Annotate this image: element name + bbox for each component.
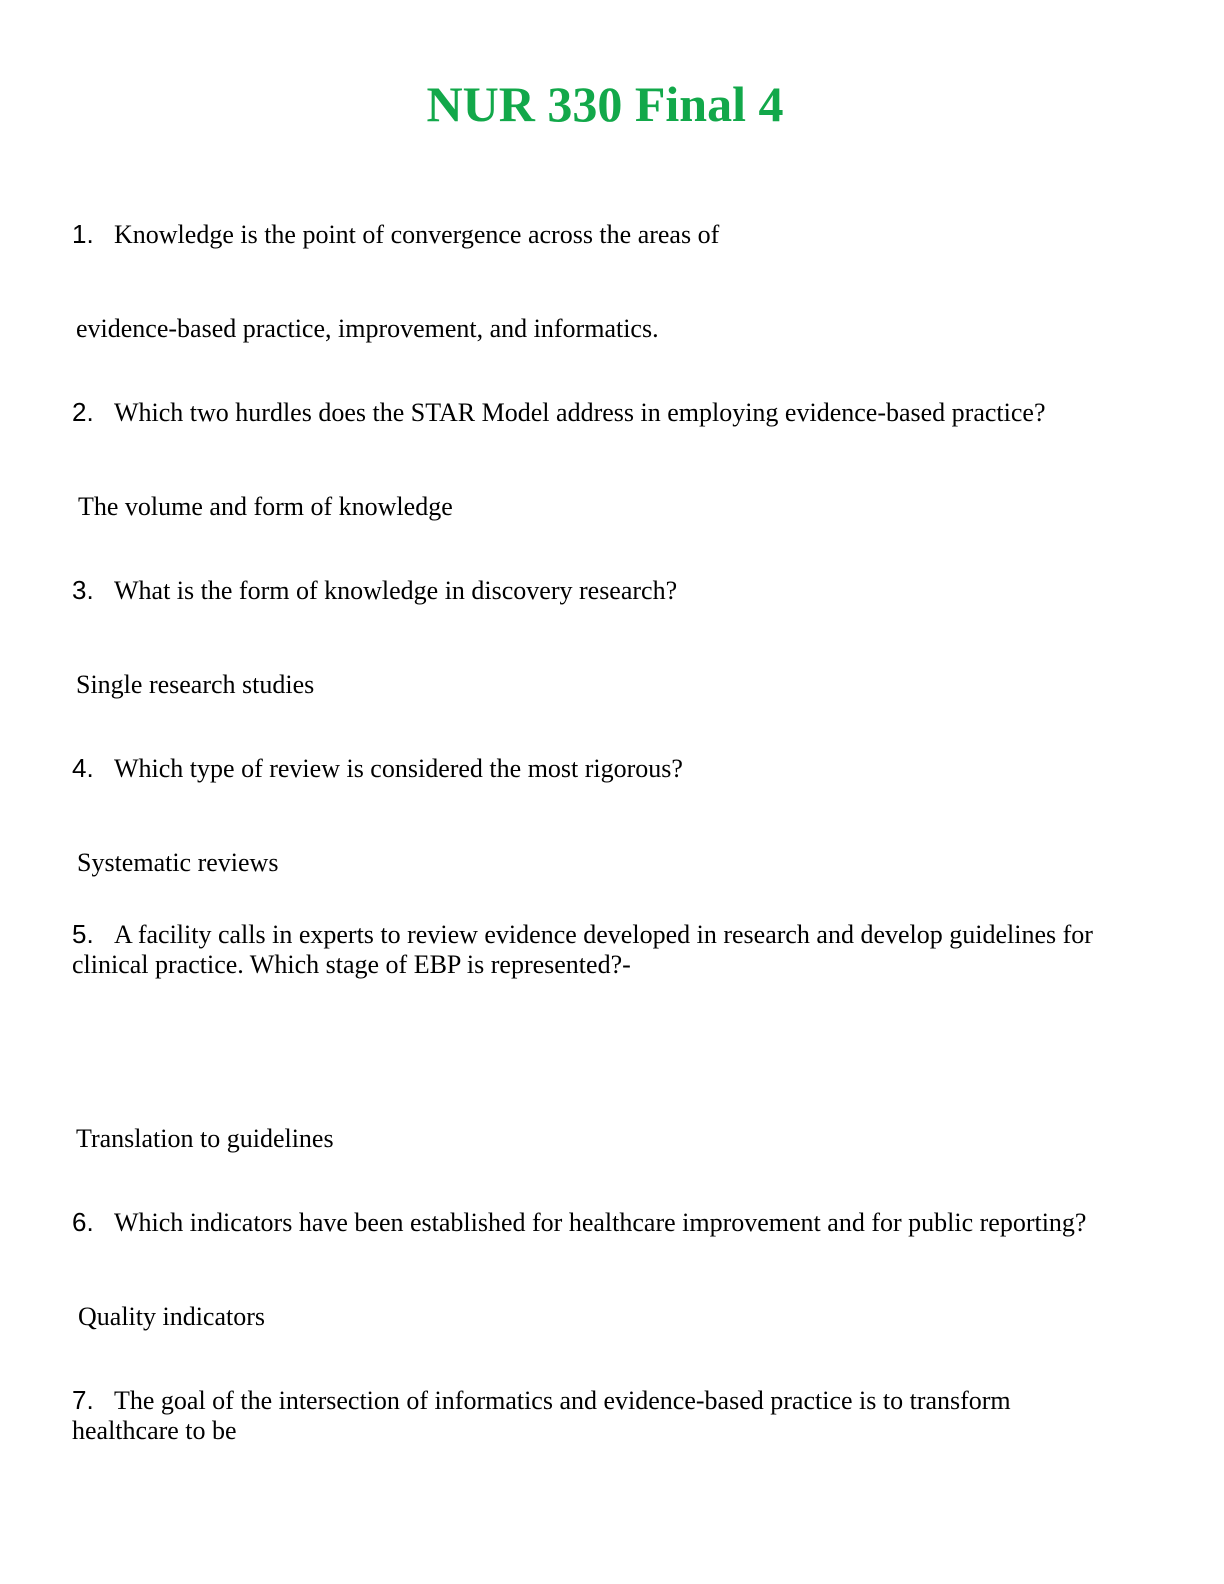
answer-3: Single research studies bbox=[76, 670, 315, 699]
question-text: A facility calls in experts to review evidence developed in research and develop guidelines for clinical practice. Which stage of EBP is represented?- bbox=[72, 920, 1093, 979]
question-number: 6. bbox=[72, 1207, 94, 1237]
question-text: The goal of the intersection of informatics and evidence-based practice is to transform healthcare to be bbox=[72, 1386, 1011, 1445]
answer-5: Translation to guidelines bbox=[76, 1124, 334, 1153]
question-6 bbox=[72, 1207, 1152, 1238]
question-number: 1. bbox=[72, 219, 94, 249]
question-2 bbox=[72, 397, 1152, 428]
question-text: What is the form of knowledge in discovery research? bbox=[114, 576, 678, 605]
question-number: 3. bbox=[72, 575, 94, 605]
question-7 bbox=[72, 1385, 1092, 1446]
question-text: Which type of review is considered the most rigorous? bbox=[114, 754, 683, 783]
question-number: 7. bbox=[72, 1385, 94, 1415]
question-4 bbox=[72, 753, 1152, 784]
document-title: NUR 330 Final 4 bbox=[426, 76, 784, 132]
answer-4: Systematic reviews bbox=[77, 848, 279, 877]
question-5 bbox=[72, 919, 1142, 980]
question-text: Knowledge is the point of convergence across the areas of bbox=[114, 220, 720, 249]
answer-6: Quality indicators bbox=[78, 1302, 266, 1331]
question-text: Which two hurdles does the STAR Model address in employing evidence-based practice? bbox=[114, 398, 1046, 427]
answer-1: evidence-based practice, improvement, and informatics. bbox=[76, 314, 659, 343]
question-1 bbox=[72, 219, 1152, 250]
question-number: 4. bbox=[72, 753, 94, 783]
question-3 bbox=[72, 575, 1152, 606]
answer-2: The volume and form of knowledge bbox=[78, 492, 453, 521]
question-number: 2. bbox=[72, 397, 94, 427]
question-number: 5. bbox=[72, 919, 94, 949]
question-text: Which indicators have been established for healthcare improvement and for public reporting? bbox=[114, 1208, 1087, 1237]
